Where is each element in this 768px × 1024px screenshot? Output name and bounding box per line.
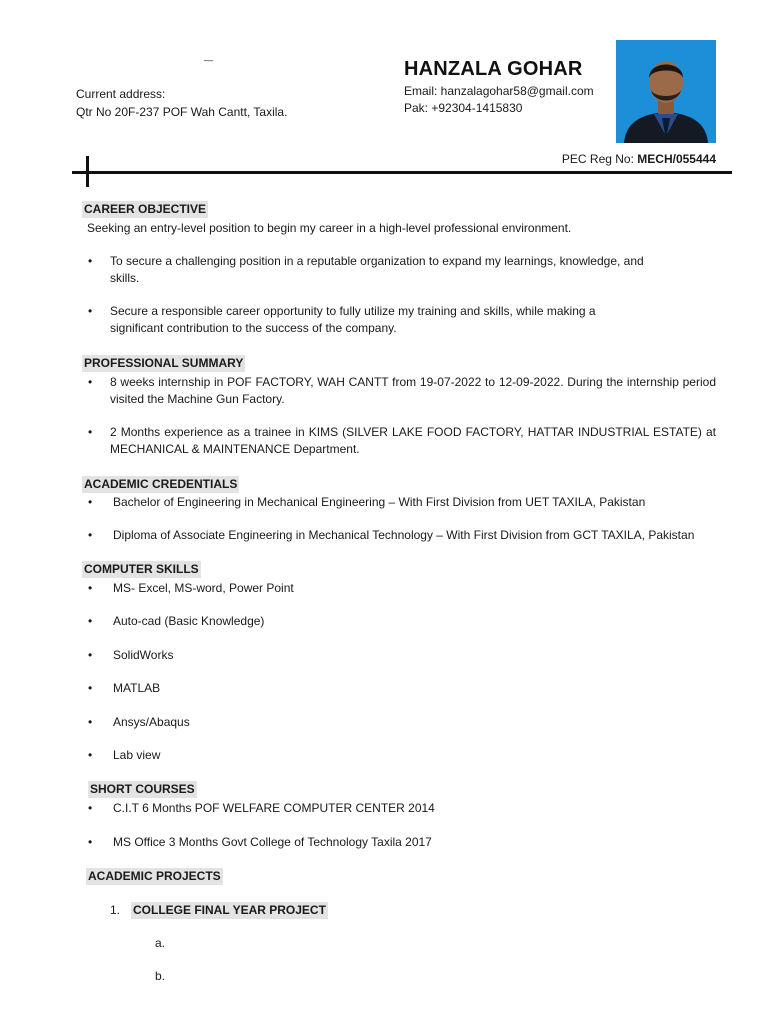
computer-skill-item: Auto-cad (Basic Knowledge)	[113, 614, 265, 628]
career-objective-heading: CAREER OBJECTIVE	[84, 202, 207, 216]
candidate-name: HANZALA GOHAR	[404, 58, 583, 80]
academic-credentials-bullet-2: Diploma of Associate Engineering in Mechanical Technology – With First Division from GCT TAXILA, Pakistan	[113, 528, 695, 542]
bullet-dot: •	[88, 681, 93, 695]
bullet-dot: •	[88, 648, 93, 662]
bullet-dot: •	[88, 254, 93, 268]
career-objective-intro: Seeking an entry-level position to begin my career in a high-level professional environment.	[87, 221, 572, 235]
short-course-item: C.I.T 6 Months POF WELFARE COMPUTER CENTER 2014	[113, 801, 435, 815]
phone-text: Pak: +92304-1415830	[404, 101, 523, 115]
short-courses-heading: SHORT COURSES	[90, 782, 195, 796]
bullet-dot: •	[88, 715, 93, 729]
professional-summary-bullet-2: 2 Months experience as a trainee in KIMS (SILVER LAKE FOOD FACTORY, HATTAR INDUSTRIAL ESTATE) at MECHANICAL & MAINTENANCE Department.	[110, 425, 716, 456]
computer-skills-heading: COMPUTER SKILLS	[84, 562, 199, 576]
pec-label: PEC Reg No:	[561, 152, 638, 166]
career-objective-bullet-2: Secure a responsible career opportunity to fully utilize my training and skills, while making a significant contribution to the success of the company.	[110, 304, 596, 335]
computer-skill-item: SolidWorks	[113, 648, 174, 662]
bullet-dot: •	[88, 425, 93, 439]
bullet-dot: •	[88, 748, 93, 762]
computer-skill-item: MATLAB	[113, 681, 161, 695]
address-label: Current address:	[76, 87, 166, 101]
pec-reg	[562, 151, 716, 168]
bullet-dot: •	[88, 495, 93, 509]
person-icon	[616, 40, 716, 143]
computer-skill-item: Lab view	[113, 748, 161, 762]
professional-summary-bullet-1: 8 weeks internship in POF FACTORY, WAH CANTT from 19-07-2022 to 12-09-2022. During the internship period visited the Machine Gun Factory.	[110, 375, 716, 406]
bullet-dot: •	[88, 528, 93, 542]
computer-skill-item: Ansys/Abaqus	[113, 715, 190, 729]
academic-credentials-heading: ACADEMIC CREDENTIALS	[84, 477, 238, 491]
academic-credentials-bullet-1: Bachelor of Engineering in Mechanical Engineering – With First Division from UET TAXILA, Pakistan	[113, 495, 646, 509]
pec-value: MECH/055444	[637, 152, 716, 166]
bullet-dot: •	[88, 835, 93, 849]
career-objective-bullet-1: To secure a challenging position in a reputable organization to expand my learnings, knowledge, and skills.	[110, 254, 644, 285]
bullet-dot: •	[88, 304, 93, 318]
bullet-dot: •	[88, 614, 93, 628]
professional-summary-heading: PROFESSIONAL SUMMARY	[84, 356, 244, 370]
profile-photo	[616, 40, 716, 143]
header-divider	[72, 171, 732, 174]
project-sub-b: b.	[155, 969, 166, 983]
bullet-dot: •	[88, 375, 93, 389]
header-dash: _	[204, 46, 213, 63]
academic-projects-heading: ACADEMIC PROJECTS	[88, 869, 221, 883]
bullet-dot: •	[88, 801, 93, 815]
project-sub-a: a.	[155, 936, 166, 950]
project-number: 1.	[110, 903, 121, 917]
address-value: Qtr No 20F-237 POF Wah Cantt, Taxila.	[76, 105, 288, 119]
short-course-item: MS Office 3 Months Govt College of Technology Taxila 2017	[113, 835, 432, 849]
divider-tick	[86, 156, 89, 187]
email-text: Email: hanzalagohar58@gmail.com	[404, 84, 594, 98]
project-title: COLLEGE FINAL YEAR PROJECT	[133, 903, 326, 917]
computer-skill-item: MS- Excel, MS-word, Power Point	[113, 581, 294, 595]
bullet-dot: •	[88, 581, 93, 595]
